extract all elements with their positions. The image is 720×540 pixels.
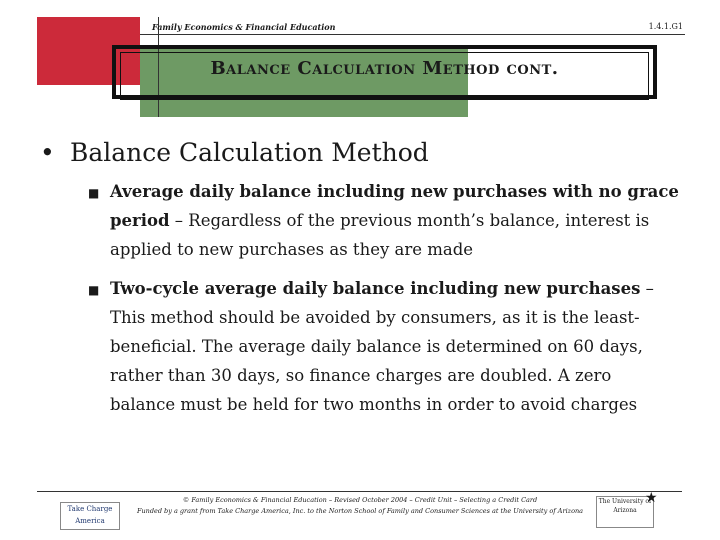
footer-line-1: © Family Economics & Financial Education – Revised October 2004 – Credit Unit – Selecting a Credit Card <box>182 496 538 504</box>
slide-code: 1.4.1.G1 <box>648 22 683 31</box>
header-divider <box>140 34 685 35</box>
star-icon: ★ <box>645 490 658 506</box>
take-charge-america-logo: Take Charge America <box>60 502 120 530</box>
sub-bullet-text: – This method should be avoided by consumers, as it is the least-beneficial. The average daily balance is determined on 60 days, rather than 30 days, so finance charges are doubled. A zero balance must be held for two months in order to avoid charges <box>110 279 654 414</box>
bullet-dot: • <box>40 138 55 167</box>
main-bullet-text: Balance Calculation Method <box>70 138 429 167</box>
footer-credits <box>120 495 600 517</box>
header-org-text: Family Economics & Financial Education <box>152 22 336 32</box>
square-bullet-icon: ■ <box>88 186 100 200</box>
sub-bullet-term: Average daily balance including new purchases with no grace period <box>110 182 679 230</box>
slide-content <box>40 138 680 419</box>
sub-bullet-text: – Regardless of the previous month’s balance, interest is applied to new purchases as they are made <box>110 211 650 259</box>
sub-bullet <box>88 274 680 419</box>
footer-divider <box>37 491 682 492</box>
square-bullet-icon: ■ <box>88 283 100 297</box>
university-of-arizona-logo: The University of Arizona <box>596 496 654 528</box>
sub-bullet <box>88 177 680 264</box>
slide-title: Balance Calculation Method cont. <box>210 58 559 79</box>
main-bullet <box>40 138 680 167</box>
footer-line-2: Funded by a grant from Take Charge America, Inc. to the Norton School of Family and Consumer Sciences at the University of Arizona <box>136 507 584 515</box>
sub-bullet-term: Two-cycle average daily balance including new purchases <box>110 279 641 298</box>
